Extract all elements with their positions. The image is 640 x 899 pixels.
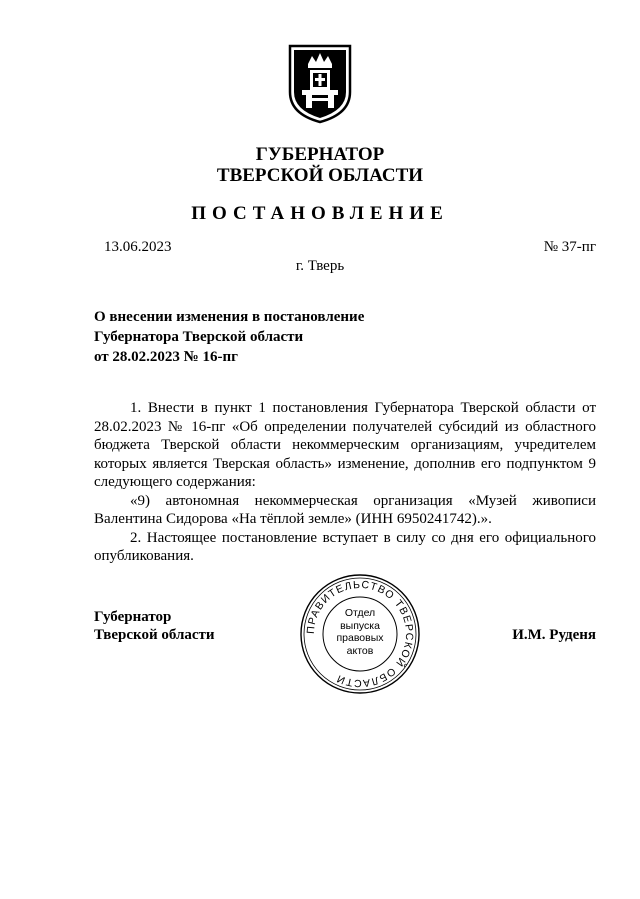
document-type: ПОСТАНОВЛЕНИЕ	[191, 203, 449, 224]
stamp-inner-line: Отдел	[344, 607, 376, 619]
document-number: № 37-пг	[543, 239, 596, 255]
body-paragraph: «9) автономная некоммерческая организация «Музей живописи Валентина Сидорова «На тёплой земле» (ИНН 6950241742).».	[94, 492, 596, 527]
body-paragraph: 1. Внести в пункт 1 постановления Губернатора Тверской области от 28.02.2023 № 16-пг «Об определении получателей субсидий из областного бюджета Тверской области некоммерческим организациям, учредителем которых является Тверская область» изменение, дополнив его подпунктом 9 следующего содержания:	[94, 400, 596, 490]
document-date: 13.06.2023	[104, 239, 172, 255]
signer-name: И.М. Руденя	[512, 627, 596, 643]
issuer-line-1: ГУБЕРНАТОР	[255, 144, 385, 165]
stamp-inner-text	[298, 607, 422, 657]
stamp-ring-text: ПРАВИТЕЛЬСТВО ТВЕРСКОЙ ОБЛАСТИ	[304, 578, 416, 690]
subject-line: О внесении изменения в постановление	[94, 309, 365, 325]
body-paragraph: 2. Настоящее постановление вступает в силу со дня его официального опубликования.	[94, 529, 596, 564]
subject-line: Губернатора Тверской области	[94, 329, 304, 345]
stamp-inner-line: актов	[346, 644, 374, 657]
signer-title-line-1: Губернатор	[94, 609, 172, 625]
subject-line: от 28.02.2023 № 16-пг	[94, 349, 238, 365]
document-city: г. Тверь	[295, 258, 345, 274]
stamp-inner-line: выпуска	[340, 619, 380, 632]
stamp-inner-line: правовых	[336, 632, 384, 644]
signer-title-line-2: Тверской области	[94, 627, 215, 643]
issuer-line-2: ТВЕРСКОЙ ОБЛАСТИ	[216, 165, 424, 186]
coat-of-arms-icon	[286, 42, 354, 126]
document-body	[94, 399, 596, 566]
